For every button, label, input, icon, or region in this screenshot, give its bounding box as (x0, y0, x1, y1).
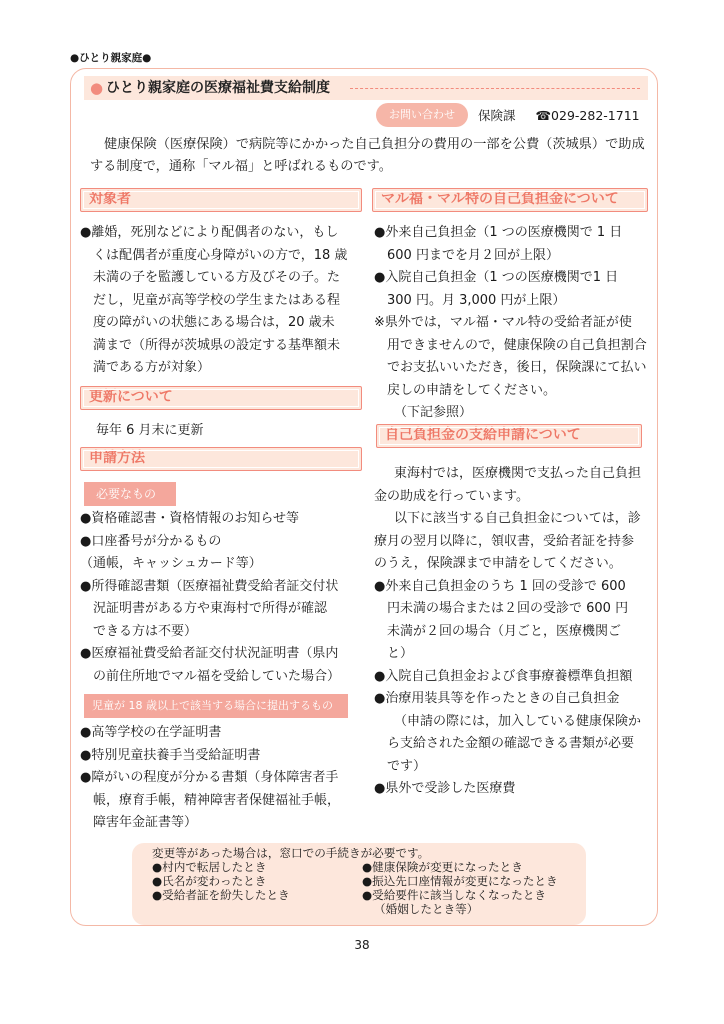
section-apply-heading: 申請方法 (80, 447, 362, 471)
reimburse-line: 療月の翌月以降に，領収書，受給者証を持参 (374, 533, 635, 549)
copay-line: でお支払いいただき，後日，保険課にて払い (387, 360, 647, 375)
reimburse-text (374, 463, 641, 801)
intro-line: 健康保険（医療保険）で病院等にかかった自己負担分の費用の一部を公費（茨城県）で助成 (104, 137, 645, 152)
intro-line: する制度で，通称「マル福」と呼ばれるものです。 (90, 159, 392, 174)
running-head: ●ひとり親家庭● (70, 52, 152, 64)
section-renewal-heading: 更新について (80, 386, 362, 410)
over18-item: 障害年金証書等） (93, 815, 198, 830)
eligibility-line: ●離婚，死別などにより配偶者のない，もし (80, 225, 339, 240)
reimburse-line: （申請の際には，加入している健康保険か (394, 713, 642, 729)
reimburse-line: と） (387, 646, 414, 661)
required-item: 況証明書がある方や東海村で所得が確認 (93, 601, 328, 616)
copay-line: 300 円。月 3,000 円が上限） (387, 292, 566, 308)
over18-items-list (80, 722, 340, 835)
reimburse-line: ●県外で受診した医療費 (374, 781, 516, 796)
eligibility-line: 未満の子を監護している方及びその子。た (93, 270, 341, 285)
reimburse-line: ら支給された金額の確認できる書類が必要 (387, 736, 635, 751)
page-title: ひとり親家庭の医療福祉費支給制度 (106, 80, 330, 96)
reimburse-line: 金の助成を行っています。 (374, 488, 529, 504)
renewal-text: 毎年 6 月末に更新 (96, 423, 204, 438)
required-item: ●口座番号が分かるもの (80, 533, 222, 549)
reimburse-line: ●入院自己負担金および食事療養標準負担額 (374, 668, 633, 684)
eligibility-line: 満である方が対象） (93, 360, 211, 375)
page-number: 38 (354, 938, 370, 952)
notice-heading: 変更等があった場合は，窓口での手続きが必要です。 (152, 846, 430, 860)
section-copay-heading: マル福・マル特の自己負担金について (372, 188, 648, 212)
over18-item: ●高等学校の在学証明書 (80, 725, 222, 740)
eligibility-line: 満まで（所得が茨城県の設定する基準額未 (93, 337, 341, 353)
eligibility-line: だし，児童が高等学校の学生またはある程 (93, 292, 341, 308)
over18-item: ●特別児童扶養手当受給証明書 (80, 747, 261, 763)
eligibility-line: 度の障がいの状態にある場合は，20 歳未 (93, 315, 335, 330)
reimburse-line: 東海村では，医療機関で支払った自己負担 (394, 466, 642, 481)
reimburse-line: ●治療用装具等を作ったときの自己負担金 (374, 691, 620, 706)
reimburse-line: です） (387, 758, 427, 774)
notice-item: ●振込先口座情報が変更になったとき (362, 874, 558, 888)
required-item: できる方は不要） (93, 623, 198, 639)
section-reimburse-heading: 自己負担金の支給申請について (376, 424, 642, 448)
eligibility-line: くは配偶者が重度心身障がいの方で，18 歳 (93, 247, 348, 263)
copay-text (374, 222, 647, 425)
reimburse-line: 未満が２回の場合（月ごと，医療機関ご (387, 623, 622, 639)
required-item: ●所得確認書類（医療福祉費受給者証交付状 (80, 578, 339, 594)
notice-item: ●健康保険が変更になったとき (362, 860, 523, 874)
required-item: ●資格確認書・資格情報のお知らせ等 (80, 511, 299, 526)
copay-line: ●外来自己負担金（1 つの医療機関で 1 日 (374, 225, 623, 240)
required-items-label: 必要なもの (84, 482, 176, 506)
copay-line: ※県外では，マル福・マル特の受給者証が使 (374, 315, 632, 330)
required-items-list (80, 508, 340, 688)
required-item: （通帳，キャッシュカード等） (80, 556, 262, 571)
reimburse-line: ●外来自己負担金のうち 1 回の受診で 600 (374, 578, 626, 594)
contact-dept: 保険課 (478, 108, 516, 123)
reimburse-line: 円未満の場合または２回の受診で 600 円 (387, 601, 629, 616)
title-dashed-rule (350, 88, 640, 89)
title-bullet-icon: ● (90, 79, 104, 97)
reimburse-line: のうえ，保険課まで申請をしてください。 (374, 556, 622, 571)
copay-line: ●入院自己負担金（1 つの医療機関で1 日 (374, 270, 619, 285)
notice-item: （婚姻したとき等） (374, 902, 479, 916)
required-item: ●医療福祉費受給者証交付状況証明書（県内 (80, 646, 339, 661)
notice-item: ●氏名が変わったとき (152, 874, 267, 888)
copay-line: （下記参照） (394, 405, 473, 420)
notice-item: ●受給者証を紛失したとき (152, 888, 290, 902)
reimburse-line: 以下に該当する自己負担金については，診 (394, 511, 641, 526)
eligibility-text (80, 222, 347, 380)
required-item: の前住所地でマル福を受給していた場合） (93, 668, 341, 684)
over18-item: ●障がいの程度が分かる書類（身体障害者手 (80, 770, 339, 785)
contact-label: お問い合わせ (376, 103, 468, 127)
contact-info (478, 108, 640, 124)
over18-item: 帳，療育手帳，精神障害者保健福祉手帳， (93, 792, 341, 808)
change-notice-right (362, 860, 558, 916)
copay-line: 600 円までを月２回が上限） (387, 247, 559, 263)
over18-items-label: 児童が 18 歳以上で該当する場合に提出するもの (84, 694, 348, 718)
contact-phone: ☎029-282-1711 (535, 108, 640, 123)
notice-item: ●村内で転居したとき (152, 860, 267, 874)
intro-paragraph (90, 134, 660, 178)
section-eligibility-heading: 対象者 (80, 188, 362, 212)
copay-line: 用できませんので，健康保険の自己負担割合 (387, 337, 647, 353)
copay-line: 戻しの申請をしてください。 (387, 382, 557, 398)
notice-item: ●受給要件に該当しなくなったとき (362, 888, 547, 902)
